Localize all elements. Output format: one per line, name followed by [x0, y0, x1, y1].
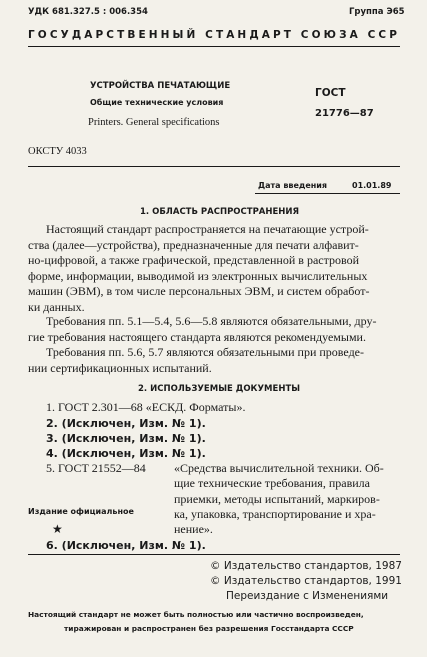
section1-paragraph-1: [28, 222, 400, 315]
doc-item-1: 1. ГОСТ 2.301—68 «ЕСКД. Форматы».: [46, 400, 246, 414]
section1-paragraph-2: [28, 314, 400, 345]
text-line: машин (ЭВМ), в том числе персональных ЭВМ, и систем обработ-: [28, 284, 370, 298]
section2-heading: 2. ИСПОЛЬЗУЕМЫЕ ДОКУМЕНТЫ: [138, 384, 301, 394]
doc-item-text: 6. (Исключен, Изм. № 1).: [46, 539, 206, 552]
star-icon: ★: [52, 522, 63, 536]
standard-subtitle: Общие технические условия: [90, 98, 224, 107]
text-line: но-цифровой, а также графической, представленной в растровой: [28, 253, 359, 267]
reissue-note: Переиздание с Изменениями: [226, 590, 389, 602]
doc-item-text: 3. (Исключен, Изм. № 1).: [46, 432, 206, 445]
text-line: гие требования настоящего стандарта являются рекомендуемыми.: [28, 329, 366, 344]
footer-line-1: Настоящий стандарт не может быть полностью или частично воспроизведен,: [28, 610, 364, 619]
doc-item-2: [46, 416, 206, 431]
text-line: ки данных.: [28, 299, 85, 314]
header-rule: [28, 46, 400, 47]
intro-date-value: 01.01.89: [352, 181, 392, 190]
text-line: «Средства вычислительной техники. Об-: [174, 461, 384, 475]
text-line: приемки, методы испытаний, маркиров-: [174, 491, 380, 506]
doc-item-3: [46, 431, 206, 446]
section1-paragraph-3: [28, 345, 400, 376]
official-edition-label: Издание официальное: [28, 507, 134, 516]
okstu-code: ОКСТУ 4033: [28, 146, 87, 157]
copyright-1991: © Издательство стандартов, 1991: [210, 575, 402, 587]
doc-item-4: [46, 446, 206, 461]
gost-number: 21776—87: [315, 108, 374, 119]
footer-line-2: тиражирован и распространен без разрешения Госстандарта СССР: [64, 624, 354, 633]
text-line: щие технические требования, правила: [174, 476, 370, 491]
text-line: нии сертификационных испытаний.: [28, 360, 212, 375]
udk-code: УДК 681.327.5 : 006.354: [28, 7, 148, 17]
title-rule: [28, 166, 400, 167]
gost-label: ГОСТ: [315, 87, 346, 99]
intro-date-underline: [255, 193, 400, 194]
group-code: Группа Э65: [349, 7, 405, 17]
text-line: ка, упаковка, транспортирование и хра-: [174, 506, 376, 521]
text-line: нение».: [174, 522, 213, 537]
standard-title-en: Printers. General specifications: [88, 117, 220, 128]
section1-heading: 1. ОБЛАСТЬ РАСПРОСТРАНЕНИЯ: [140, 207, 300, 217]
text-line: Настоящий стандарт распространяется на печатающие устрой-: [46, 222, 369, 236]
text-line: ства (далее—устройства), предназначенные для печати алфавит-: [28, 237, 359, 252]
doc-item-text: 2. (Исключен, Изм. № 1).: [46, 417, 206, 430]
copyright-1987: © Издательство стандартов, 1987: [210, 560, 402, 572]
text-line: форме, информации, выводимой из электронных вычислительных: [28, 268, 368, 283]
text-line: Требования пп. 5.1—5.4, 5.6—5.8 являются обязательными, дру-: [46, 314, 377, 328]
intro-date-label: Дата введения: [258, 181, 328, 190]
org-title: ГОСУДАРСТВЕННЫЙ СТАНДАРТ СОЮЗА ССР: [28, 29, 401, 41]
standard-title: УСТРОЙСТВА ПЕЧАТАЮЩИЕ: [90, 81, 231, 91]
doc-item-5-description: [174, 461, 400, 537]
doc-item-text: 4. (Исключен, Изм. № 1).: [46, 447, 206, 460]
text-line: Требования пп. 5.6, 5.7 являются обязательными при проведе-: [46, 345, 364, 359]
body-rule: [28, 554, 400, 555]
doc-item-5: 5. ГОСТ 21552—84: [46, 461, 146, 475]
doc-item-6: [46, 538, 206, 553]
